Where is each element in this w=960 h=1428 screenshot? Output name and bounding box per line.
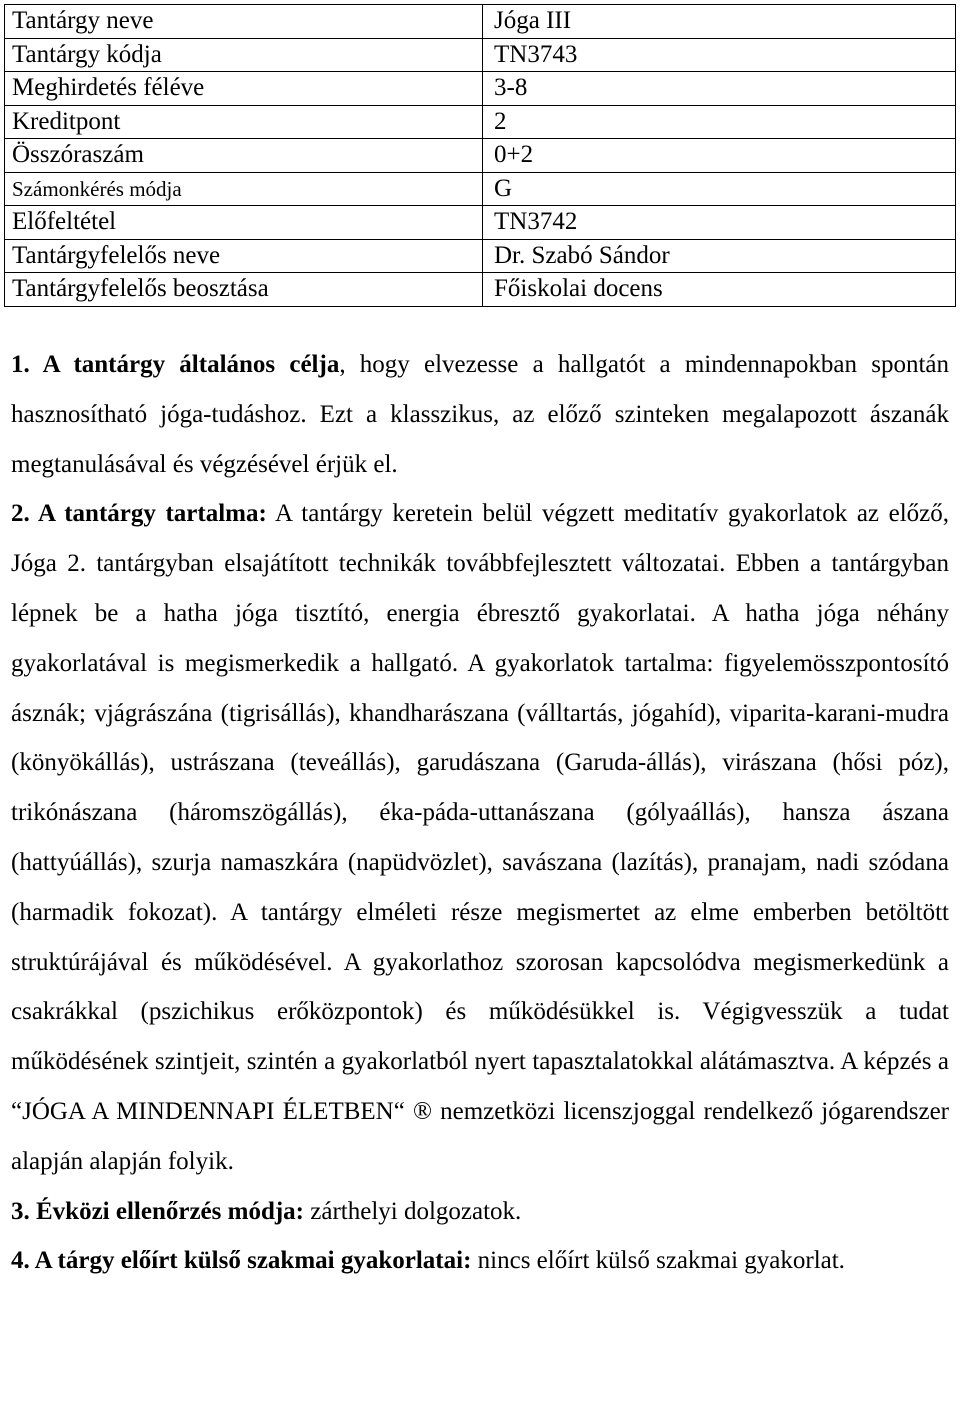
row-value: Főiskolai docens xyxy=(483,273,956,307)
row-value: Jóga III xyxy=(483,5,956,39)
table-row xyxy=(5,139,956,173)
row-value: G xyxy=(483,172,956,206)
section-text: nincs előírt külső szakmai gyakorlat. xyxy=(471,1247,845,1275)
row-label: Tantárgy kódja xyxy=(5,38,483,72)
table-row xyxy=(5,273,956,307)
row-label: Összóraszám xyxy=(5,139,483,173)
section-text: , hogy elvezesse a hallgatót a mindennapokban spontán hasznosítható jóga-tudáshoz. Ezt a klasszikus, az előző szinteken megalapozott ászanák megtanulásával és végzésével érjük el. xyxy=(11,351,949,478)
row-label: Kreditpont xyxy=(5,105,483,139)
table-row xyxy=(5,239,956,273)
row-label: Meghirdetés féléve xyxy=(5,72,483,106)
row-value: 0+2 xyxy=(483,139,956,173)
course-info-table xyxy=(4,4,956,307)
table-row xyxy=(5,105,956,139)
row-value: Dr. Szabó Sándor xyxy=(483,239,956,273)
table-row xyxy=(5,38,956,72)
section-content xyxy=(11,489,949,1186)
section-practice xyxy=(11,1236,949,1286)
row-label: Tantárgyfelelős neve xyxy=(5,239,483,273)
section-general-goal xyxy=(11,340,949,489)
row-value: TN3742 xyxy=(483,206,956,240)
row-value: 3-8 xyxy=(483,72,956,106)
table-row xyxy=(5,172,956,206)
row-label: Tantárgyfelelős beosztása xyxy=(5,273,483,307)
row-label: Előfeltétel xyxy=(5,206,483,240)
section-heading: 4. A tárgy előírt külső szakmai gyakorlatai: xyxy=(11,1247,472,1275)
row-label: Számonkérés módja xyxy=(5,172,483,206)
row-value: TN3743 xyxy=(483,38,956,72)
course-description xyxy=(11,340,949,1286)
section-text: A tantárgy keretein belül végzett meditatív gyakorlatok az előző, Jóga 2. tantárgyban elsajátított technikák továbbfejlesztett változatai. Ebben a tantárgyban lépnek be a hatha jóga tisztító, energia ébresztő gyakorlatai. A hatha jóga néhány gyakorlatával is megismerkedik a hallgató. A gyakorlatok tartalma: figyelemösszpontosító ásznák; vjágrászána (tigrisállás), khandharászana (válltartás, jógahíd), viparita-karani-mudra (könyökállás), ustrászana (teveállás), garudászana (Garuda-állás), virászana (hősi póz), trikónászana (háromszögállás), éka-páda-uttanászana (gólyaállás), hansza ászana (hattyúállás), szurja namaszkára (napüdvözlet), savászana (lazítás), pranajam, nadi szódana (harmadik fokozat). A tantárgy elméleti része megismertet az elme emberben betöltött struktúrájával és működésével. A gyakorlathoz szorosan kapcsolódva megismerkedünk a csakrákkal (pszichikus erőközpontok) és működésükkel is. Végigvesszük a tudat működésének szintjeit, szintén a gyakorlatból nyert tapasztalatokkal alátámasztva. A képzés a “JÓGA A MINDENNAPI ÉLETBEN“ ® nemzetközi licenszjoggal rendelkező jógarendszer alapján alapján folyik. xyxy=(11,500,949,1175)
section-heading: 1. A tantárgy általános célja xyxy=(11,351,340,378)
table-row xyxy=(5,5,956,39)
table-row xyxy=(5,206,956,240)
section-text: zárthelyi dolgozatok. xyxy=(304,1197,522,1225)
row-value: 2 xyxy=(483,105,956,139)
section-heading: 2. A tantárgy tartalma: xyxy=(11,500,267,528)
table-row xyxy=(5,72,956,106)
section-assessment xyxy=(11,1187,949,1237)
section-heading: 3. Évközi ellenőrzés módja: xyxy=(11,1197,305,1225)
row-label: Tantárgy neve xyxy=(5,5,483,39)
